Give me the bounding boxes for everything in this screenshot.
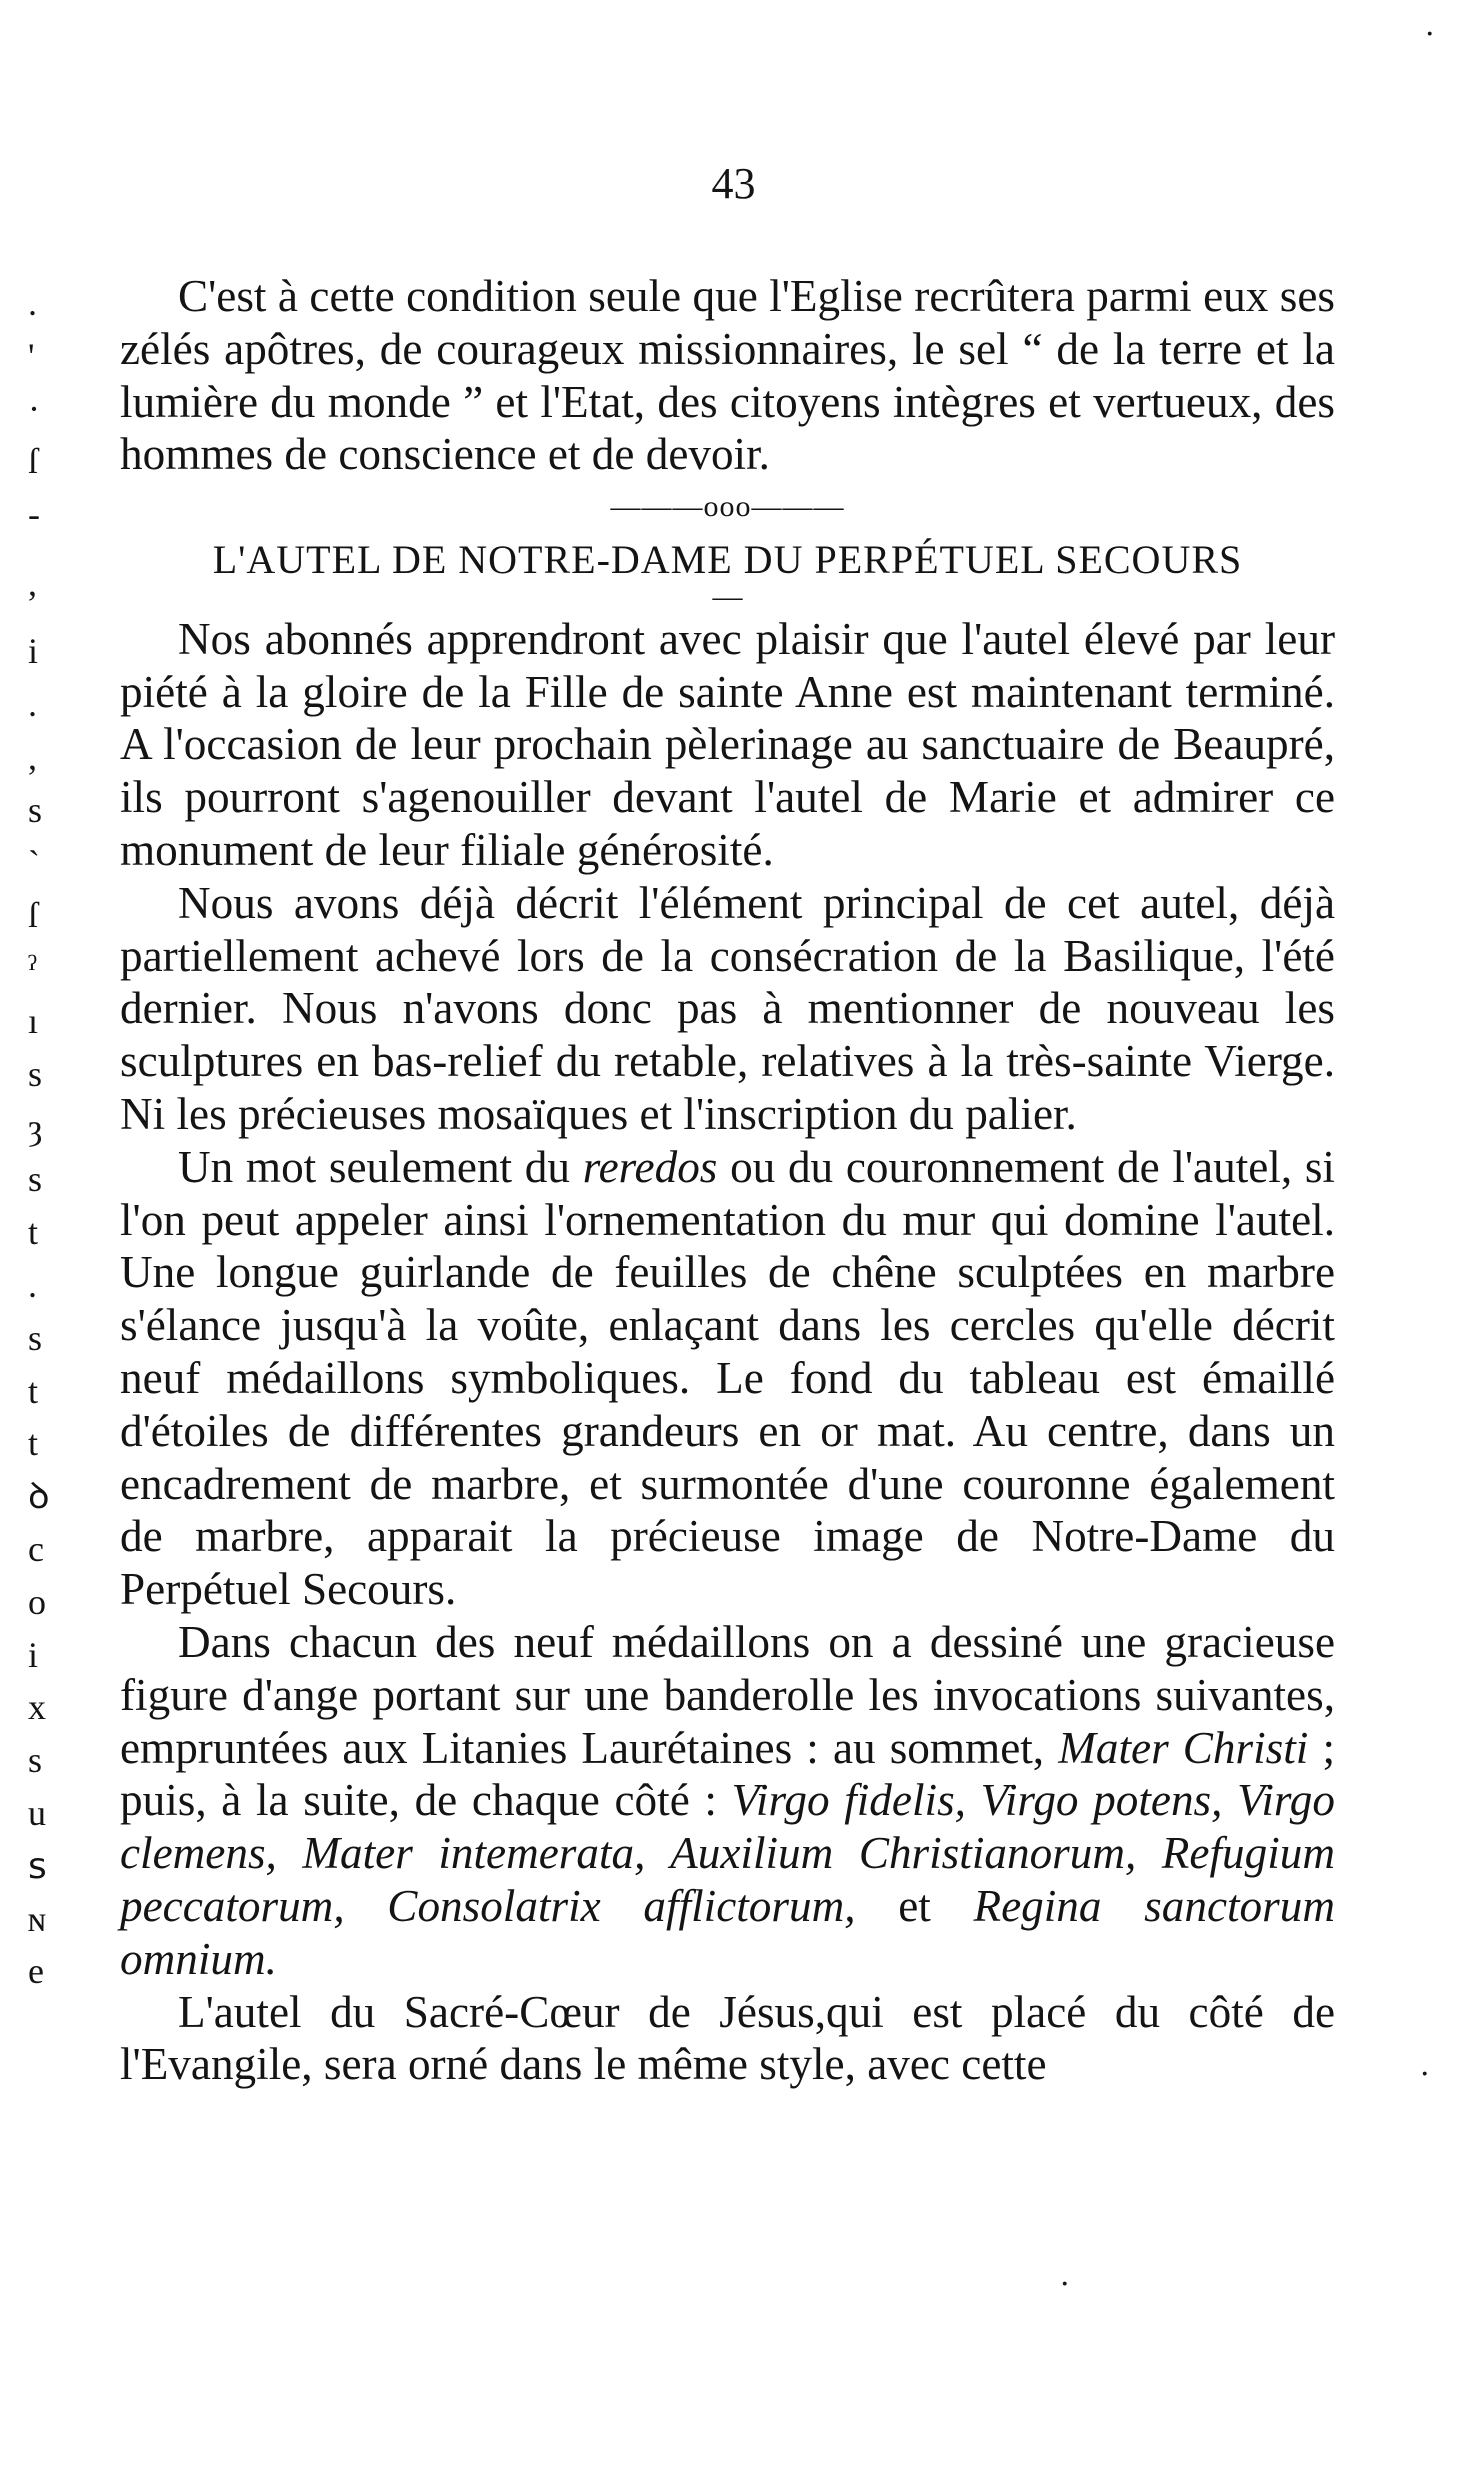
body-text (120, 270, 1335, 2091)
medallions-text-b: ; puis, à la suite, de chaque côté : (120, 1722, 1336, 1826)
section-heading: L'AUTEL DE NOTRE-DAME DU PERPÉTUEL SECOURS (212, 536, 1243, 582)
page-number: 43 (711, 159, 756, 208)
margin-mark: ſ (28, 441, 39, 482)
invocation-regina: Regina sanctorum omnium. (120, 1880, 1335, 1984)
margin-mark: , (28, 737, 37, 778)
margin-mark: t (28, 1370, 39, 1411)
reredos-text-before: Un mot seulement du (178, 1141, 583, 1192)
paragraph-description: Nous avons déjà décrit l'élément principal de cet autel, déjà partiellement achevé lors de la consécration de la Basilique, l'été dernier. Nous n'avons donc pas à mentionner de nouveau les sculptures en bas-relief du retable, relatives à la très-sainte Vierge. Ni les précieuses mosaïques et l'inscription du palier. (120, 877, 1335, 1139)
paragraph-reredos (120, 1141, 1335, 1616)
margin-mark: s (28, 1317, 43, 1358)
margin-mark: . (28, 283, 37, 323)
margin-mark: ȝ (28, 1106, 43, 1147)
margin-mark: - (28, 494, 40, 535)
margin-mark: t (28, 1212, 39, 1253)
margin-mark: ɴ (28, 1898, 46, 1939)
margin-mark: ꝺ (28, 1476, 50, 1517)
intro-paragraph: C'est à cette condition seule que l'Eglise recrûtera parmi eux ses zélés apôtres, de courageux missionnaires, le sel “ de la terre et la lumière du monde ” et l'Etat, des citoyens intègres et vertueux, des hommes de conscience et de devoir. (120, 271, 1335, 480)
invocation-mater-christi: Mater Christi (1058, 1722, 1309, 1773)
section-separator: ———ooo——— (610, 490, 845, 524)
margin-mark: c (28, 1529, 44, 1570)
margin-mark: . (28, 1265, 37, 1306)
margin-mark: s (28, 789, 43, 830)
medallions-text-c: et (855, 1880, 974, 1931)
margin-mark: · (28, 388, 40, 429)
margin-mark: o (28, 1581, 46, 1622)
margin-mark: e (28, 1951, 44, 1992)
margin-mark: ˀ (28, 948, 37, 989)
margin-mark: ꜱ (28, 1845, 47, 1886)
edge-speck-right-top: · (1425, 17, 1435, 52)
reredos-italic: reredos (582, 1141, 718, 1192)
edge-speck-right-mid: · (1420, 2057, 1430, 2092)
paragraph-sacred-heart: L'autel du Sacré-Cœur de Jésus,qui est placé du côté de l'Evangile, sera orné dans le même style, avec cette (120, 1986, 1335, 2090)
margin-mark: i (28, 631, 39, 672)
margin-mark: . (28, 684, 37, 725)
edge-speck-bottom: · (1060, 2267, 1070, 2302)
paragraph-medallions (120, 1616, 1335, 1986)
reredos-text-after: ou du couronnement de l'autel, si l'on peut appeler ainsi l'ornementation du mur qui domine l'autel. Une longue guirlande de feuilles de chêne sculptées en marbre s'élance jusqu'à la voûte, enlaçant dans les cercles qu'elle décrit neuf médaillons symboliques. Le fond du tableau est émaillé d'étoiles de différentes grandeurs en or mat. Au centre, dans un encadrement de marbre, et surmontée d'une couronne également de marbre, apparait la précieuse image de Notre-Dame du Perpétuel Secours. (120, 1141, 1335, 1615)
margin-mark: i (28, 1634, 39, 1675)
heading-dash: — (712, 579, 743, 613)
margin-mark: x (28, 1687, 46, 1728)
margin-mark: ſ (28, 895, 39, 936)
invocations-list: Virgo fidelis, Virgo potens, Virgo clemens, Mater intemerata, Auxilium Christianorum, Refugium peccatorum, Consolatrix afflictorum, (120, 1775, 1335, 1931)
margin-mark: ı (28, 1001, 39, 1042)
margin-mark: ˋ (28, 842, 40, 883)
margin-mark: s (28, 1159, 43, 1200)
margin-mark: s (28, 1053, 43, 1094)
paragraph-announcement: Nos abonnés apprendront avec plaisir que l'autel élevé par leur piété à la gloire de la Fille de sainte Anne est maintenant terminé. A l'occasion de leur prochain pèlerinage au sanctuaire de Beaupré, ils pourront s'agenouiller devant l'autel de Marie et admirer ce monument de leur filiale générosité. (120, 613, 1335, 875)
margin-mark: , (28, 562, 37, 603)
margin-mark: ' (28, 335, 35, 376)
left-margin-bleed-through (28, 0, 68, 2470)
margin-mark: s (28, 1740, 43, 1781)
margin-mark: t (28, 1423, 39, 1464)
margin-mark: u (28, 1793, 46, 1834)
medallions-text-a: Dans chacun des neuf médaillons on a dessiné une gracieuse figure d'ange portant sur une banderolle les invocations suivantes, empruntées aux Litanies Laurétaines : au sommet, (120, 1616, 1335, 1773)
